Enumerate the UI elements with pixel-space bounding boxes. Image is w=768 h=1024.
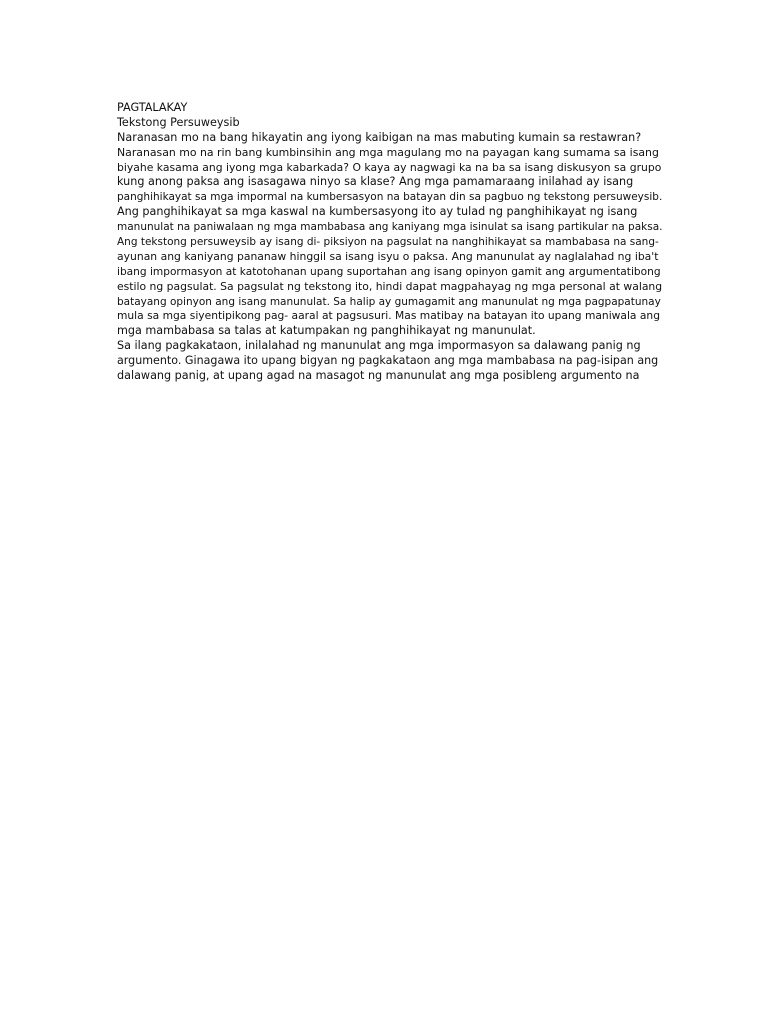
document-subheading: Tekstong Persuweysib bbox=[117, 115, 240, 129]
text-line: mula sa mga siyentipikong pag- aaral at pagsusuri. Mas matibay na batayan ito upang maniwala ang bbox=[117, 309, 660, 323]
text-line: batayang opinyon ang isang manunulat. Sa halip ay gumagamit ang manunulat ng mga pagpapatunay bbox=[117, 295, 661, 308]
text-line: Ang tekstong persuweysib ay isang di- piksiyon na pagsulat na nanghihikayat sa mambabasa na sang- bbox=[117, 236, 659, 249]
text-line: mga mambabasa sa talas at katumpakan ng panghihikayat ng manunulat. bbox=[117, 324, 536, 338]
text-line: ayunan ang kaniyang pananaw hinggil sa isang isyu o paksa. Ang manunulat ay naglalahad ng iba't bbox=[117, 249, 659, 263]
document-body bbox=[117, 101, 662, 384]
text-line: ibang impormasyon at katotohanan upang suportahan ang isang opinyon gamit ang argumentatibong bbox=[117, 265, 661, 278]
text-line: biyahe kasama ang iyong mga kabarkada? O kaya ay nagwagi ka na ba sa isang diskusyon sa grupo bbox=[117, 160, 662, 174]
text-line: Sa ilang pagkakataon, inilalahad ng manunulat ang mga impormasyon sa dalawang panig ng bbox=[117, 339, 641, 353]
text-line: Ang panghihikayat sa mga kaswal na kumbersasyong ito ay tulad ng panghihikayat ng isang bbox=[117, 205, 638, 219]
text-line: argumento. Ginagawa ito upang bigyan ng pagkakataon ang mga mambabasa na pag-isipan ang bbox=[117, 354, 659, 368]
text-line: manunulat na paniwalaan ng mga mambabasa ang kaniyang mga isinulat sa isang partikular na paksa. bbox=[117, 221, 663, 234]
text-line: Naranasan mo na rin bang kumbinsihin ang mga magulang mo na payagan kang sumama sa isang bbox=[117, 145, 659, 159]
text-line: dalawang panig, at upang agad na masagot ng manunulat ang mga posibleng argumento na bbox=[117, 369, 640, 383]
document-heading: PAGTALAKAY bbox=[117, 101, 188, 114]
text-line: panghihikayat sa mga impormal na kumbersasyon na batayan din sa pagbuo ng tekstong persuweysib. bbox=[117, 191, 663, 204]
text-line: Naranasan mo na bang hikayatin ang iyong kaibigan na mas mabuting kumain sa restawran? bbox=[117, 130, 642, 144]
text-line: estilo ng pagsulat. Sa pagsulat ng tekstong ito, hindi dapat magpahayag ng mga personal at walang bbox=[117, 279, 663, 293]
text-line: kung anong paksa ang isasagawa ninyo sa klase? Ang mga pamamaraang inilahad ay isang bbox=[117, 175, 634, 189]
